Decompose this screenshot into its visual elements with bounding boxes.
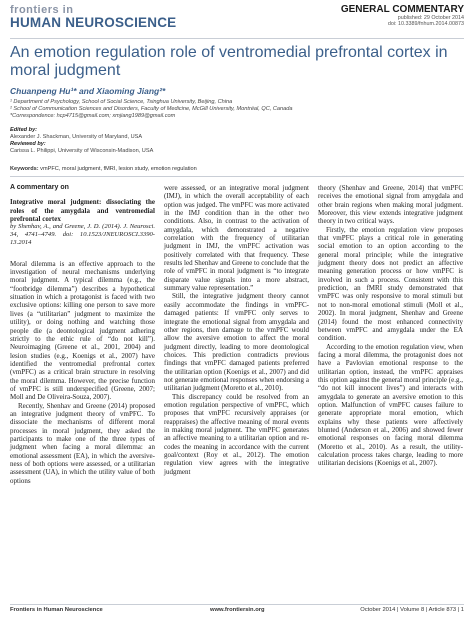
article-type: GENERAL COMMENTARY (340, 4, 464, 15)
body-column-1 (10, 184, 155, 485)
author-list: Chuanpeng Hu¹* and Xiaoming Jiang²* (10, 86, 166, 96)
affiliation-2: ² School of Communication Sciences and Disorders, Faculty of Medicine, McGill University, Montréal, QC, Canada (10, 106, 293, 112)
paragraph: theory (Shenhav and Greene, 2014) that vmPFC receives the emotional signal from amygdala and other brain regions when making moral judgment. Moreover, this view extends integrative judgment theory in two critical ways. (318, 184, 463, 226)
page-footer (10, 607, 464, 617)
keywords-text: vmPFC, moral judgment, fMRI, lesion study, emotion regulation (40, 166, 197, 172)
article-meta (304, 4, 464, 27)
paragraph: Recently, Shenhav and Greene (2014) proposed an integrative judgment theory of vmPFC. To dissociate the mechanisms of different moral processes in moral judgment, they asked the participants to make one of the three types of judgment when facing a moral dilemma: an emotional assessment (EA), in which the aversive-ness of both options were assessed, or a utilitarian assessment (UA), in which the utility value of both options (10, 401, 155, 485)
body-column-3 (318, 184, 463, 468)
doi[interactable]: doi: 10.3389/fnhum.2014.00873 (387, 21, 464, 28)
page-header (0, 0, 474, 40)
body-column-2 (164, 184, 309, 476)
logo-frontiers-text: frontiers in (10, 4, 74, 16)
footer-issue-info: October 2014 | Volume 8 | Article 873 | 1 (360, 607, 464, 613)
paragraph: This discrepancy could be resolved from an emotion regulation perspective of vmPFC, which proposes that vmPFC recursively appraises (or reappraises) the affective meaning of moral events in making moral judgment. The vmPFC generates an affective meaning to a utilitarian option and re-codes the meaning in accordance with the current goal/context (Roy et al., 2012). The emotion regulation view agrees with the integrative judgment (164, 392, 309, 476)
paragraph: Still, the integrative judgment theory cannot easily accommodate the findings in vmPFC-damaged patients: If vmPFC only serves to integrate the emotional signal from amygdala and other regions, then damage to the vmPFC would allow the aversive emotion to affect the moral judgment directly, leading to more deontological choices. This prediction contradicts previous findings that vmPFC damaged patients preferred the utilitarian option (Koenigs et al., 2007) and did not generate emotional responses when endorsing a utilitarian judgment (Moretto et al., 2010). (164, 292, 309, 393)
correspondence[interactable]: *Correspondence: hcp4715@gmail.com; xmjiang1989@gmail.com (10, 113, 176, 119)
footer-journal-name: Frontiers in Human Neuroscience (10, 607, 103, 613)
published-date: published: 29 October 2014 (397, 15, 464, 21)
paragraph: Moral dilemma is an effective approach to the investigation of neural mechanisms underlying moral judgment. A typical dilemma (e.g., the “footbridge dilemma”) describes a hypothetical situation in which a protagonist is faced with two exclusive options: killing one person to save more lives (a “utilitarian” judgment to maximize the utility), or doing nothing and watching those people die (a deontological judgment adhering strictly to the ethic rule of “do not kill”). Neuroimaging (Greene et al., 2001, 2004) and lesion studies (e.g., Koenigs et al., 2007) have identified the ventromedial prefrontal cortex (vmPFC) as a critical brain structure in resolving the moral dilemma. However, the precise function of vmPFC is still underspecified (Greene, 2007; Moll and De Oliveira-Souza, 2007). (10, 259, 155, 402)
commentary-heading: A commentary on (10, 184, 69, 191)
reference-citation[interactable]: by Shenhav, A., and Greene, J. D. (2014). J. Neurosci. 34, 4741–4749. doi: 10.1523/JNEUROSCI.3390-13.2014 (10, 223, 155, 246)
edited-by-label: Edited by: (10, 127, 38, 133)
paragraph: According to the emotion regulation view, when facing a moral dilemma, the protagonist does not have a Pavlovian emotional response to the utilitarian option, instead, the vmPFC appraises this option against the general moral principle (e.g., “do not kill innocent lives”) and interacts with amygdala to generate an aversive emotion to this option. Malfunction of vmPFC causes failure to generate appropriate moral emotion, which explains why these patients were affectively blunted (Anderson et al., 2006) and showed fewer emotional responses on facing moral dilemma (Moretto et al., 2010). As a result, the utility-calculation process takes charge, leading to more utilitarian decisions (Koenigs et al., 2007). (318, 342, 463, 468)
keywords-divider (10, 176, 464, 177)
reference-title: Integrative moral judgment: dissociating the roles of the amygdala and ventromedial prefrontal cortex (10, 198, 155, 224)
affiliation-1: ¹ Department of Psychology, School of Social Science, Tsinghua University, Beijing, China (10, 99, 233, 105)
paragraph: were assessed, or an integrative moral judgment (IMJ), in which the overall acceptability of each option was judged. The vmPFC was more activated in the IMJ condition than in the other two conditions. Also, in contrast to the activation of amygdala, which demonstrated a negative correlation with the frequency of utilitarian judgment in IMJ, the vmPFC activation was positively correlated with that frequency. These results led Shenhav and Greene to conclude that the role of vmPFC in moral judgment is “to integrate disparate value signals into a more abstract, summary value representation.” (164, 184, 310, 293)
affiliations (10, 99, 460, 120)
paragraph: Firstly, the emotion regulation view proposes that vmPFC plays a critical role in generating social emotion to an option according to the general moral principle; while the integrative judgment theory does not predict an affective meaning generation process or how vmPFC is involved in such a process. Consistent with this prediction, an fMRI study demonstrated that vmPFC was only responsive to moral stimuli but not to non-moral emotional stimuli (Moll et al., 2002). In moral judgment, Shenhav and Greene (2014) found the most enhanced connectivity between vmPFC and amygdala under the EA condition. (318, 225, 463, 343)
header-divider (10, 38, 464, 39)
article-title: An emotion regulation role of ventromedial prefrontal cortex in moral judgment (10, 44, 448, 79)
keywords (10, 166, 197, 172)
commented-reference (10, 198, 155, 246)
edited-by-name: Alexander J. Shackman, University of Maryland, USA (10, 134, 143, 140)
reviewed-by-name: Carissa L. Philippi, University of Wisconsin-Madison, USA (10, 148, 154, 154)
keywords-label: Keywords: (10, 166, 39, 172)
logo-journal-name: HUMAN NEUROSCIENCE (10, 15, 177, 30)
editorial-info (10, 127, 460, 155)
journal-logo[interactable] (10, 4, 177, 34)
reviewed-by-label: Reviewed by: (10, 141, 46, 147)
footer-website-link[interactable]: www.frontiersin.org (210, 607, 265, 613)
footer-divider (10, 604, 464, 605)
